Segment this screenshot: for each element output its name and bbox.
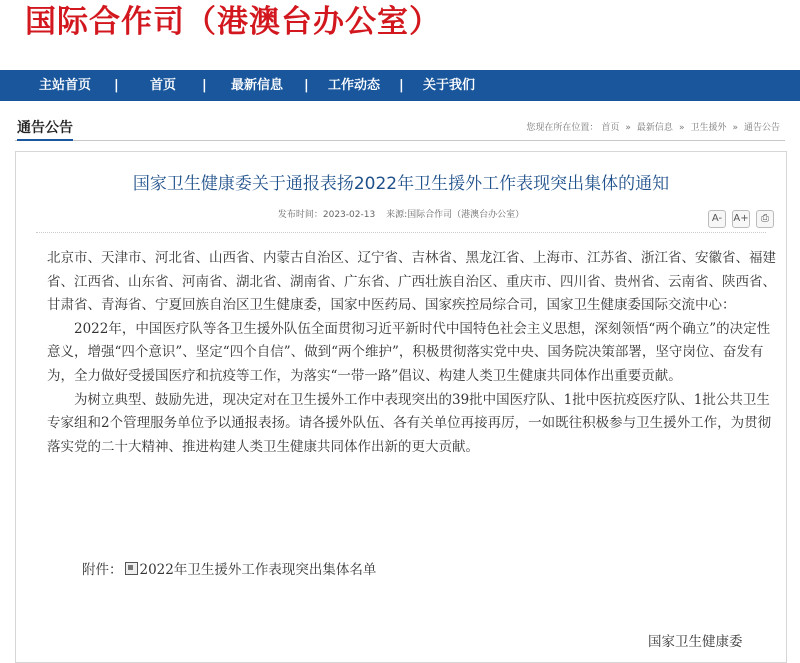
nav-separator: | <box>202 78 207 93</box>
breadcrumb <box>526 121 783 135</box>
nav-separator: | <box>114 78 119 93</box>
body-paragraph: 2022年，中国医疗队等各卫生援外队伍全面贯彻习近平新时代中国特色社会主义思想，深刻领悟“两个确立”的决定性意义，增强“四个意识”、坚定“四个自信”、做到“两个维护”，积极贯彻落实党中央、国务院决策部署，坚守岗位、奋发有为，全力做好受援国医疗和抗疫等工作，为落实“一带一路”倡议、构建人类卫生健康共同体作出重要贡献。 <box>47 320 771 384</box>
body-paragraph: 为树立典型、鼓励先进，现决定对在卫生援外工作中表现突出的39批中国医疗队、1批中医抗疫医疗队、1批公共卫生专家组和2个管理服务单位予以通报表扬。请各援外队伍、各有关单位再接再厉，一如既往积极参与卫生援外工作，为贯彻落实党的二十大精神、推进构建人类卫生健康共同体作出新的更大贡献。 <box>47 391 772 455</box>
site-header <box>0 0 800 70</box>
nav-item-main-home[interactable]: 主站首页 <box>39 78 92 93</box>
breadcrumb-current[interactable]: 通告公告 <box>743 123 780 133</box>
article-body <box>47 247 777 459</box>
font-decrease-button[interactable]: A- <box>708 210 726 228</box>
main-nav <box>0 70 800 101</box>
breadcrumb-link-latest[interactable]: 最新信息 <box>636 123 673 133</box>
attachment-file-icon <box>125 562 138 575</box>
print-icon[interactable]: ⎙ <box>756 210 774 228</box>
nav-item-home[interactable]: 首页 <box>150 78 177 93</box>
font-increase-button[interactable]: A+ <box>732 210 750 228</box>
section-bar <box>15 118 785 141</box>
breadcrumb-link-aid[interactable]: 卫生援外 <box>690 123 727 133</box>
nav-item-work-updates[interactable]: 工作动态 <box>328 78 381 93</box>
breadcrumb-separator: » <box>678 123 685 133</box>
divider <box>36 232 766 233</box>
article-meta <box>16 208 786 222</box>
publish-date: 2023-02-13 <box>322 210 376 220</box>
article-tools <box>702 208 774 226</box>
article-title: 国家卫生健康委关于通报表扬2022年卫生援外工作表现突出集体的通知 <box>132 174 670 194</box>
nav-item-latest-news[interactable]: 最新信息 <box>231 78 284 93</box>
breadcrumb-link-home[interactable]: 首页 <box>601 123 620 133</box>
source: 国际合作司（港澳台办公室） <box>407 210 525 220</box>
signature: 国家卫生健康委 <box>648 634 743 650</box>
publish-date-label: 发布时间： <box>277 210 323 220</box>
nav-separator: | <box>399 78 404 93</box>
attachment-label: 附件： <box>82 562 123 578</box>
source-label: 来源: <box>386 210 408 220</box>
breadcrumb-separator: » <box>732 123 738 133</box>
breadcrumb-prefix: 您现在所在位置： <box>526 123 599 133</box>
recipients-paragraph: 北京市、天津市、河北省、山西省、内蒙古自治区、辽宁省、吉林省、黑龙江省、上海市、江苏省、浙江省、安徽省、福建省、江西省、山东省、河南省、湖北省、湖南省、广东省、广西壮族自治区、重庆市、四川省、贵州省、云南省、陕西省、甘肃省、青海省、宁夏回族自治区卫生健康委，国家中医药局、国家疾控局综合司，国家卫生健康委国际交流中心： <box>47 250 776 314</box>
section-title: 通告公告 <box>17 120 73 141</box>
attachment-link[interactable]: 2022年卫生援外工作表现突出集体名单 <box>139 562 377 578</box>
breadcrumb-separator: » <box>625 123 631 133</box>
site-title: 国际合作司（港澳台办公室） <box>25 4 441 40</box>
nav-separator: | <box>304 78 309 93</box>
nav-item-about-us[interactable]: 关于我们 <box>423 78 476 93</box>
attachment-line <box>82 558 376 578</box>
